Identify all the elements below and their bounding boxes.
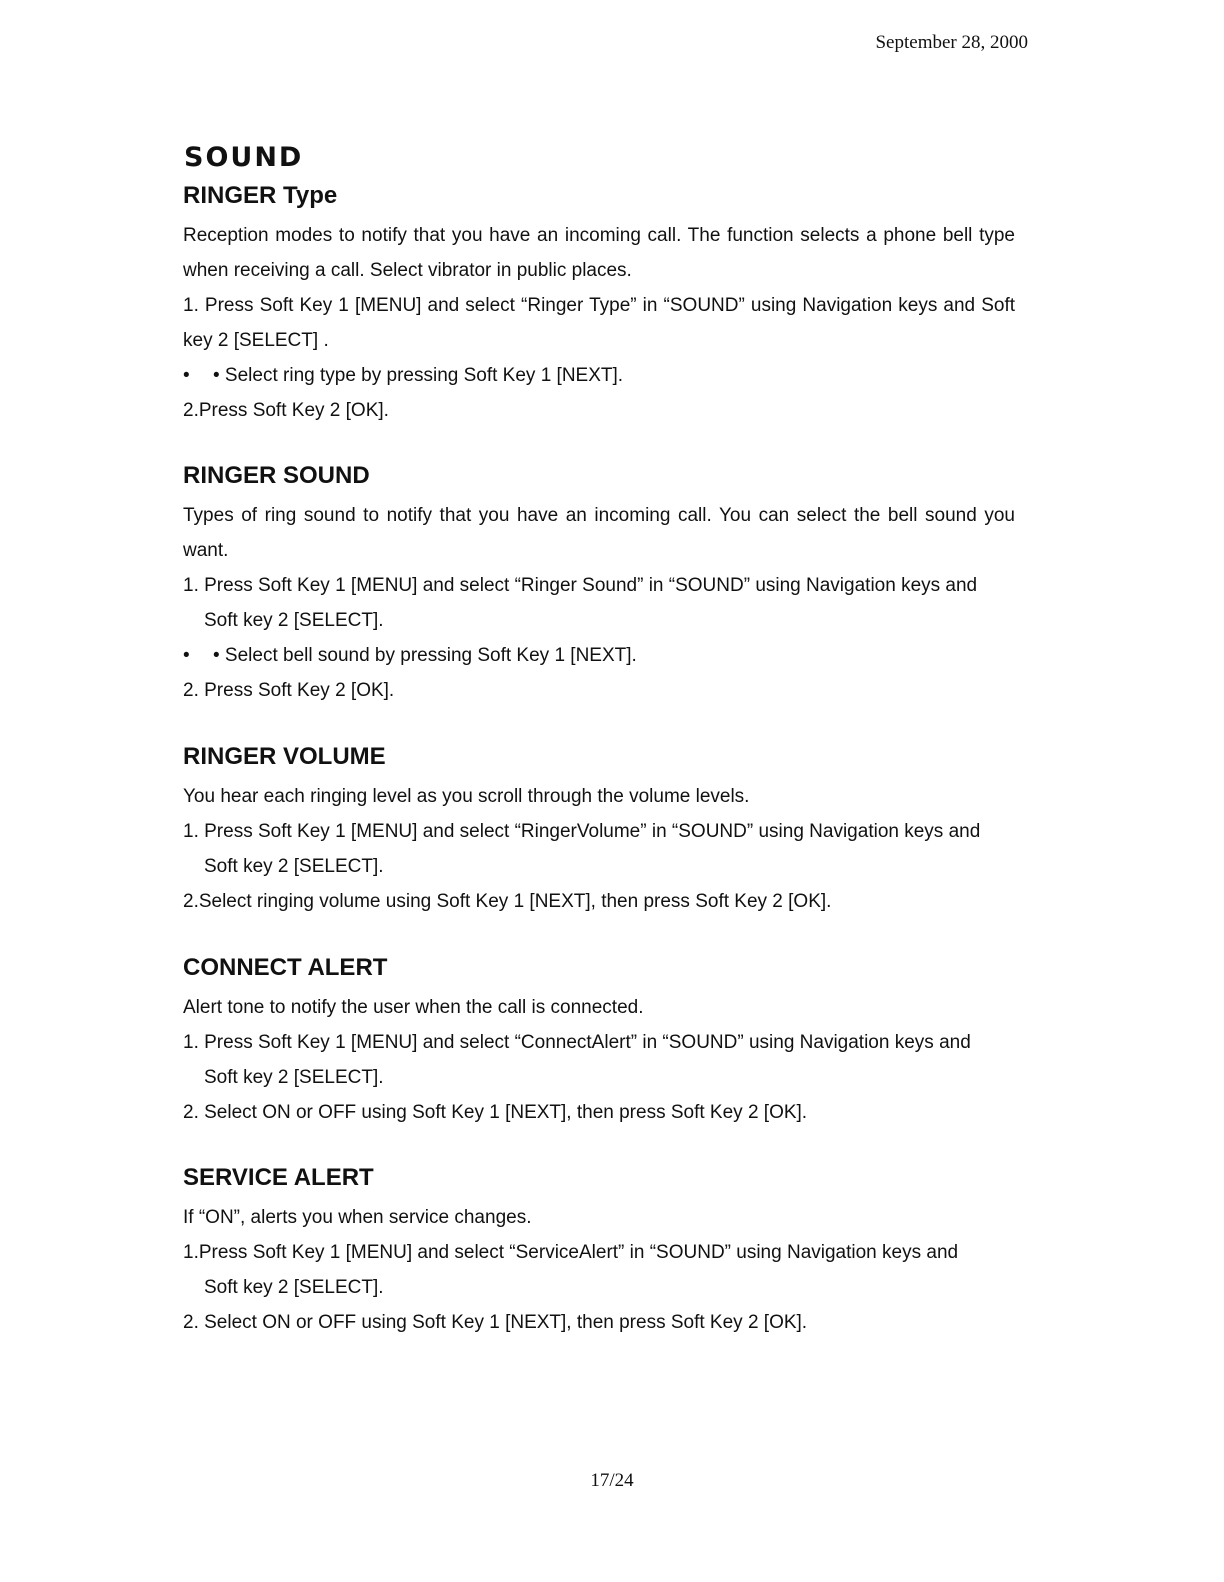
- bullet-item: [183, 358, 1015, 393]
- section-heading: CONNECT ALERT: [183, 954, 388, 981]
- step-1: 1. Press Soft Key 1 [MENU] and select “RingerVolume” in “SOUND” using Navigation keys and: [183, 821, 981, 842]
- step-2: 2. Press Soft Key 2 [OK].: [183, 680, 395, 701]
- step-1-continued: Soft key 2 [SELECT].: [204, 1067, 384, 1088]
- step-2: 2. Select ON or OFF using Soft Key 1 [NEXT], then press Soft Key 2 [OK].: [183, 1312, 808, 1333]
- step-2: 2. Select ON or OFF using Soft Key 1 [NEXT], then press Soft Key 2 [OK].: [183, 1102, 808, 1123]
- section-heading: SERVICE ALERT: [183, 1164, 374, 1191]
- page-title: SOUND: [184, 142, 304, 173]
- section-heading: RINGER SOUND: [183, 462, 370, 489]
- step-2: 2.Select ringing volume using Soft Key 1 [NEXT], then press Soft Key 2 [OK].: [183, 891, 832, 912]
- step-1-continued: Soft key 2 [SELECT].: [204, 856, 384, 877]
- section-ringer-sound: [183, 460, 1015, 708]
- bullet-icon: •: [183, 365, 190, 386]
- section-description: Alert tone to notify the user when the call is connected.: [183, 997, 644, 1018]
- page-number: 17/24: [590, 1470, 634, 1491]
- step-1: 1. Press Soft Key 1 [MENU] and select “Ringer Type” in “SOUND” using Navigation keys and Soft key 2 [SELECT] .: [183, 295, 1015, 351]
- bullet-icon: •: [183, 645, 190, 666]
- section-heading: RINGER VOLUME: [183, 743, 386, 770]
- step-1-continued: Soft key 2 [SELECT].: [204, 610, 384, 631]
- step-1: 1. Press Soft Key 1 [MENU] and select “Ringer Sound” in “SOUND” using Navigation keys and: [183, 575, 978, 596]
- section-ringer-volume: [183, 741, 1015, 919]
- step-1: 1.Press Soft Key 1 [MENU] and select “ServiceAlert” in “SOUND” using Navigation keys and: [183, 1242, 959, 1263]
- bullet-item: [183, 638, 1015, 673]
- section-description: You hear each ringing level as you scroll through the volume levels.: [183, 786, 750, 807]
- section-description: If “ON”, alerts you when service changes.: [183, 1207, 532, 1228]
- bullet-text: • Select bell sound by pressing Soft Key 1 [NEXT].: [213, 645, 637, 666]
- section-heading: RINGER Type: [183, 182, 338, 209]
- page-date: September 28, 2000: [875, 32, 1028, 53]
- bullet-text: • Select ring type by pressing Soft Key 1 [NEXT].: [213, 365, 624, 386]
- section-description: Types of ring sound to notify that you have an incoming call. You can select the bell sound you want.: [183, 505, 1015, 561]
- step-1: 1. Press Soft Key 1 [MENU] and select “ConnectAlert” in “SOUND” using Navigation keys and: [183, 1032, 971, 1053]
- section-ringer-type: [183, 180, 1015, 428]
- step-1-continued: Soft key 2 [SELECT].: [204, 1277, 384, 1298]
- section-connect-alert: [183, 952, 1015, 1130]
- section-service-alert: [183, 1162, 1015, 1340]
- step-2: 2.Press Soft Key 2 [OK].: [183, 400, 389, 421]
- section-description: Reception modes to notify that you have an incoming call. The function selects a phone bell type when receiving a call. Select vibrator in public places.: [183, 225, 1015, 281]
